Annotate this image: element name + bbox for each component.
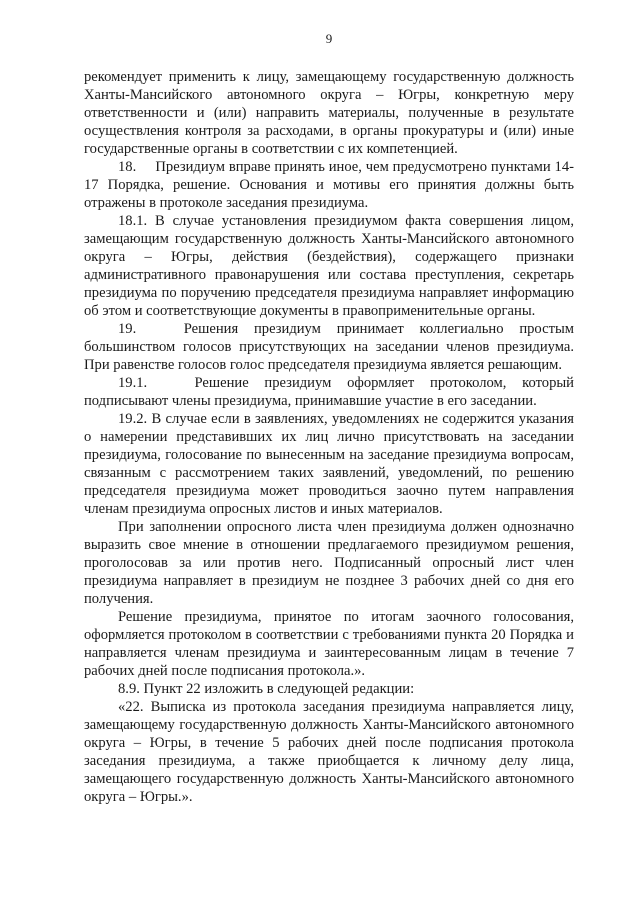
paragraph: 19. Решения президиум принимает коллегиально простым большинством голосов присутствующих на заседании членов президиума. При равенстве голосов голос председателя президиума является решающим. (84, 321, 574, 373)
paragraph: 18. Президиум вправе принять иное, чем предусмотрено пунктами 14-17 Порядка, решение. Основания и мотивы его принятия должны быть отражены в протоколе заседания президиума. (84, 159, 574, 211)
paragraph: 19.1. Решение президиум оформляет протоколом, который подписывают члены президиума, принимавшие участие в его заседании. (84, 375, 574, 409)
paragraph: 8.9. Пункт 22 изложить в следующей редакции: (118, 681, 415, 697)
paragraph: 19.2. В случае если в заявлениях, уведомлениях не содержится указания о намерении представивших их лиц лично присутствовать на заседании президиума, голосование по вынесенным на заседание президиума вопросам, связанным с рассмотрением таких заявлений, уведомлений, по решению председателя президиума может проводиться заочно путем направления членам президиума опросных листов и иных материалов. (84, 411, 574, 517)
page-number: 9 (325, 31, 333, 46)
document-body (84, 68, 574, 806)
paragraph: рекомендует применить к лицу, замещающему государственную должность Ханты-Мансийского автономного округа – Югры, конкретную меру ответственности и (или) направить материалы, полученные в результате осуществления контроля за расходами, в органы прокуратуры и (или) иные государственные органы в соответствии с их компетенцией. (84, 69, 574, 157)
paragraph: При заполнении опросного листа член президиума должен однозначно выразить свое мнение в отношении предлагаемого президиумом решения, проголосовав за или против него. Подписанный опросный лист член президиума направляет в президиум не позднее 3 рабочих дней со дня его получения. (84, 519, 574, 607)
paragraph: Решение президиума, принятое по итогам заочного голосования, оформляется протоколом в соответствии с требованиями пункта 20 Порядка и направляется членам президиума и заинтересованным лицам в течение 7 рабочих дней после подписания протокола.». (84, 609, 574, 679)
paragraph: 18.1. В случае установления президиумом факта совершения лицом, замещающим государственную должность Ханты-Мансийского автономного округа – Югры, действия (бездействия), содержащего признаки административного правонарушения или состава преступления, секретарь президиума по поручению председателя президиума направляет информацию об этом и соответствующие документы в правоприменительные органы. (84, 213, 574, 319)
paragraph: «22. Выписка из протокола заседания президиума направляется лицу, замещающему государственную должность Ханты-Мансийского автономного округа – Югры, в течение 5 рабочих дней после подписания протокола заседания президиума, а также приобщается к личному делу лица, замещающего государственную должность Ханты-Мансийского автономного округа – Югры.». (84, 699, 574, 805)
